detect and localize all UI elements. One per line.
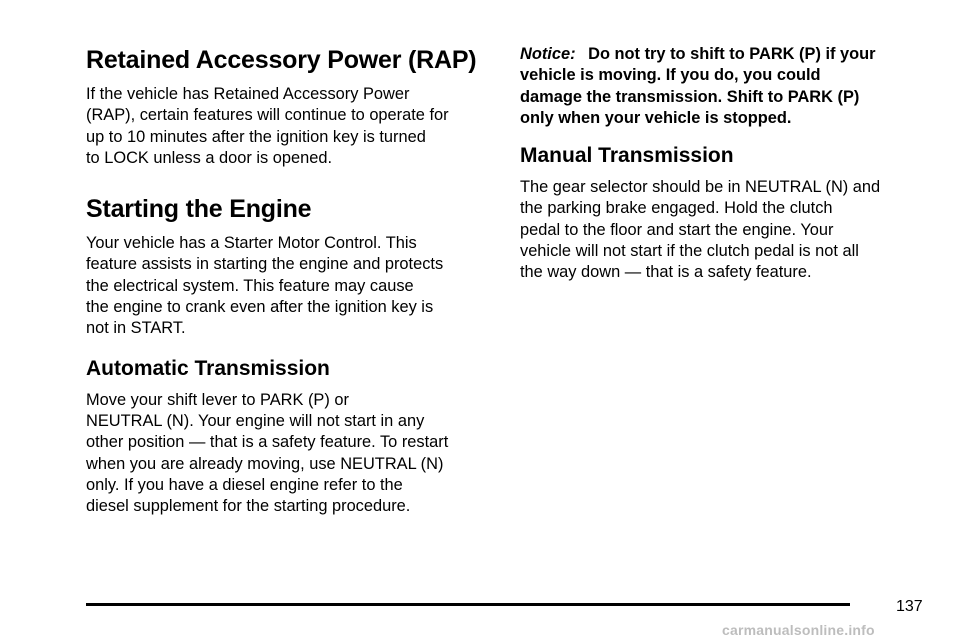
notice-line: damage the transmission. Shift to PARK (P): [520, 87, 860, 106]
auto-line: NEUTRAL (N). Your engine will not start in any: [86, 411, 425, 430]
automatic-transmission-paragraph: [86, 390, 496, 518]
rap-paragraph: [86, 84, 496, 169]
manual-line: pedal to the floor and start the engine. Your: [520, 220, 834, 239]
manual-transmission-paragraph: [520, 177, 930, 283]
starting-engine-heading: Starting the Engine: [86, 195, 312, 224]
auto-line: only. If you have a diesel engine refer to the: [86, 475, 403, 494]
starting-line: not in START.: [86, 319, 186, 338]
auto-line: other position — that is a safety feature. To restart: [86, 433, 449, 452]
notice-label: Notice:: [520, 45, 576, 63]
notice-line: only when your vehicle is stopped.: [520, 108, 792, 127]
auto-line: when you are already moving, use NEUTRAL (N): [86, 454, 444, 473]
rap-line: up to 10 minutes after the ignition key is turned: [86, 127, 426, 146]
starting-line: feature assists in starting the engine and protects: [86, 255, 444, 274]
rap-line: to LOCK unless a door is opened.: [86, 148, 333, 167]
auto-line: diesel supplement for the starting procedure.: [86, 497, 411, 516]
notice-line: vehicle is moving. If you do, you could: [520, 66, 821, 85]
manual-line: The gear selector should be in NEUTRAL (N) and: [520, 178, 881, 197]
rap-line: (RAP), certain features will continue to operate for: [86, 106, 449, 125]
starting-line: the engine to crank even after the ignition key is: [86, 298, 434, 317]
notice-text: Do not try to shift to PARK (P) if your: [588, 45, 876, 63]
left-column: [86, 44, 496, 517]
right-column: [520, 44, 930, 284]
automatic-transmission-heading: Automatic Transmission: [86, 356, 330, 380]
footer-rule: [86, 603, 850, 606]
starting-engine-paragraph: [86, 233, 496, 339]
notice-paragraph: [520, 44, 930, 129]
watermark: carmanualsonline.info: [722, 622, 875, 638]
starting-line: the electrical system. This feature may cause: [86, 276, 414, 295]
manual-line: the way down — that is a safety feature.: [520, 263, 812, 282]
manual-line: the parking brake engaged. Hold the clutch: [520, 199, 833, 218]
notice-first-line: [520, 44, 930, 65]
manual-line: vehicle will not start if the clutch pedal is not all: [520, 242, 859, 261]
manual-transmission-heading: Manual Transmission: [520, 144, 734, 168]
auto-line: Move your shift lever to PARK (P) or: [86, 390, 349, 409]
starting-line: Your vehicle has a Starter Motor Control. This: [86, 234, 417, 253]
rap-heading: Retained Accessory Power (RAP): [86, 46, 477, 74]
rap-line: If the vehicle has Retained Accessory Power: [86, 85, 410, 103]
page-number: 137: [896, 598, 923, 615]
